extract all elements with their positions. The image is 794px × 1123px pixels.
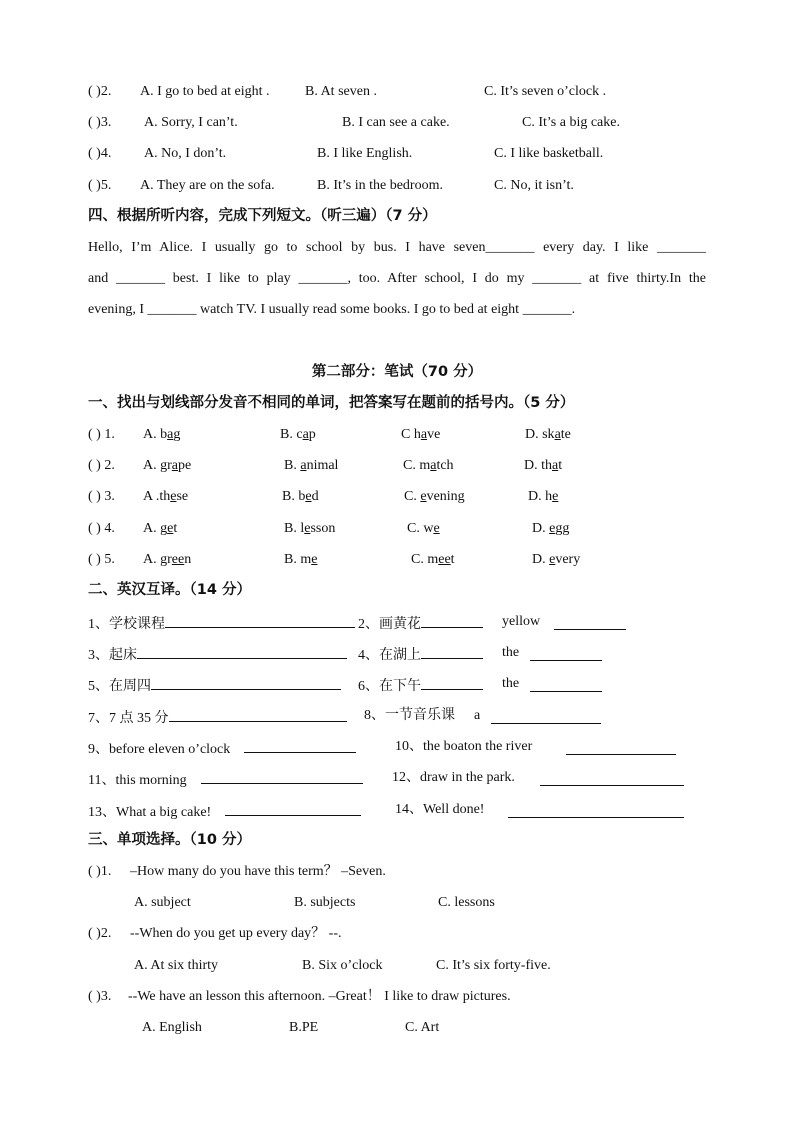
underlined-letters: a <box>171 458 178 473</box>
answer-blank <box>530 646 602 661</box>
answer-blank <box>491 709 601 724</box>
underlined-letters: e <box>549 521 556 536</box>
question-number: ( )3. <box>88 989 112 1004</box>
option-a: A. Sorry, I can’t. <box>144 115 238 130</box>
translation-item-left <box>88 707 347 728</box>
passage-line-3: evening, I _______ watch TV. I usually read some books. I go to bed at eight _______. <box>88 302 576 317</box>
translation-item-left <box>88 675 341 696</box>
word-option: D. he <box>528 489 559 504</box>
underlined-letters: a <box>300 458 307 473</box>
option-b: B. I like English. <box>317 146 413 161</box>
option-a: A. No, I don’t. <box>144 146 227 161</box>
word-option: C. evening <box>404 489 465 504</box>
translation-item-right <box>358 613 483 634</box>
word-option: B. bed <box>282 489 319 504</box>
word-option: D. that <box>524 458 563 473</box>
translation-item-left <box>88 644 347 665</box>
underlined-letters: a <box>420 427 428 442</box>
answer-blank <box>421 613 483 628</box>
option-c: C. lessons <box>438 895 495 910</box>
underlined-letters: e <box>167 521 174 536</box>
word-option: B. animal <box>284 458 339 473</box>
option-a: A. English <box>142 1020 202 1035</box>
underlined-letters: a <box>430 458 437 473</box>
item-text: 2、画黄花 <box>358 617 421 632</box>
translation-item-right <box>364 707 455 725</box>
option-a: A. I go to bed at eight . <box>140 84 270 99</box>
question-number: ( )2. <box>88 926 112 941</box>
underlined-letters: a <box>167 427 174 442</box>
word-option: A .these <box>143 489 189 504</box>
item-text: 6、在下午 <box>358 679 421 694</box>
answer-blank <box>508 803 684 818</box>
section1-title: 一、找出与划线部分发音不相同的单词，把答案写在题前的括号内。（5 分） <box>88 395 575 411</box>
passage-line-2: and _______ best. I like to play _______, too. After school, I do my _______ at five thirty.In the <box>88 271 706 286</box>
underlined-letters: a <box>552 458 559 473</box>
word-option: B. lesson <box>284 521 336 536</box>
section3-title: 三、单项选择。（10 分） <box>88 832 251 848</box>
word-option: C. meet <box>411 552 455 567</box>
underlined-letters: a <box>554 427 561 442</box>
translation-item-left <box>88 613 355 634</box>
answer-blank <box>421 675 483 690</box>
option-c: C. I like basketball. <box>494 146 604 161</box>
question-number: ( ) 4. <box>88 521 115 536</box>
word-option: A. green <box>143 552 192 567</box>
item-text: 11、this morning <box>88 773 187 788</box>
underlined-letters: e <box>304 521 311 536</box>
item-text: 1、学校课程 <box>88 617 165 632</box>
underlined-letters: e <box>311 552 318 567</box>
word-option: C have <box>401 427 441 442</box>
translation-item-right <box>392 769 515 787</box>
fixed-word: yellow <box>502 614 541 629</box>
fixed-word: the <box>502 676 520 691</box>
answer-blank <box>225 801 361 816</box>
option-c: C. No, it isn’t. <box>494 178 574 193</box>
answer-blank <box>554 615 626 630</box>
question-stem: --When do you get up every day？ --. <box>130 926 342 941</box>
item-text: 4、在湖上 <box>358 648 421 663</box>
option-a: A. subject <box>134 895 191 910</box>
translation-item-right <box>358 675 483 696</box>
question-number: ( )4. <box>88 146 112 161</box>
translation-item-right <box>358 644 483 665</box>
option-b: B.PE <box>289 1020 319 1035</box>
answer-blank <box>421 644 483 659</box>
underlined-letters: e <box>305 489 312 504</box>
part2-title: 第二部分：笔试（70 分） <box>311 364 483 380</box>
answer-blank <box>540 771 684 786</box>
option-b: B. I can see a cake. <box>342 115 450 130</box>
item-text: 7、7 点 35 分 <box>88 711 169 726</box>
option-a: A. They are on the sofa. <box>140 178 275 193</box>
item-text: 5、在周四 <box>88 679 151 694</box>
option-c: C. Art <box>405 1020 440 1035</box>
question-stem: –How many do you have this term？ –Seven. <box>130 864 386 879</box>
underlined-letters: e <box>552 489 559 504</box>
translation-item-right <box>395 738 532 756</box>
option-c: C. It’s seven o’clock . <box>484 84 607 99</box>
underlined-letters: ee <box>171 552 185 567</box>
underlined-letters: e <box>170 489 177 504</box>
option-a: A. At six thirty <box>134 958 219 973</box>
question-stem: --We have an lesson this afternoon. –Great！ I like to draw pictures. <box>128 989 511 1004</box>
underlined-letters: ee <box>438 552 451 567</box>
question-number: ( ) 2. <box>88 458 115 473</box>
underlined-letters: e <box>549 552 556 567</box>
option-c: C. It’s a big cake. <box>522 115 620 130</box>
item-text: 14、Well done! <box>395 802 485 817</box>
question-number: ( ) 1. <box>88 427 115 442</box>
answer-blank <box>530 677 602 692</box>
word-option: D. every <box>532 552 581 567</box>
question-number: ( )1. <box>88 864 112 879</box>
translation-item-left <box>88 769 363 790</box>
answer-blank <box>566 740 676 755</box>
word-option: D. egg <box>532 521 570 536</box>
word-option: B. cap <box>280 427 316 442</box>
word-option: C. we <box>407 521 440 536</box>
answer-blank <box>244 738 356 753</box>
question-number: ( )5. <box>88 178 112 193</box>
option-c: C. It’s six forty-five. <box>436 958 551 973</box>
question-number: ( ) 5. <box>88 552 115 567</box>
fixed-word: a <box>474 708 481 723</box>
word-option: A. get <box>143 521 178 536</box>
underlined-letters: e <box>433 521 440 536</box>
section2-title: 二、英汉互译。（14 分） <box>88 582 251 598</box>
underlined-letters: a <box>302 427 309 442</box>
fixed-word: the <box>502 645 520 660</box>
question-number: ( ) 3. <box>88 489 115 504</box>
word-option: D. skate <box>525 427 571 442</box>
question-number: ( )2. <box>88 84 112 99</box>
question-number: ( )3. <box>88 115 112 130</box>
word-option: A. bag <box>143 427 181 442</box>
translation-item-left <box>88 738 356 759</box>
item-text: 10、the boaton the river <box>395 739 533 754</box>
answer-blank <box>201 769 363 784</box>
word-option: A. grape <box>143 458 192 473</box>
option-b: B. subjects <box>294 895 356 910</box>
item-text: 9、before eleven o’clock <box>88 742 231 757</box>
underlined-letters: e <box>420 489 427 504</box>
item-text: 3、起床 <box>88 648 137 663</box>
item-text: 13、What a big cake! <box>88 805 212 820</box>
answer-blank <box>169 707 347 722</box>
word-option: B. me <box>284 552 318 567</box>
item-text: 8、一节音乐课 <box>364 708 455 723</box>
answer-blank <box>137 644 347 659</box>
option-b: B. It’s in the bedroom. <box>317 178 443 193</box>
translation-item-left <box>88 801 361 822</box>
section4-title: 四、根据所听内容，完成下列短文。（听三遍）（7 分） <box>88 208 437 224</box>
item-text: 12、draw in the park. <box>392 770 515 785</box>
passage-line-1: Hello, I’m Alice. I usually go to school by bus. I have seven_______ every day. I like _______ <box>88 240 706 255</box>
answer-blank <box>165 613 355 628</box>
option-b: B. Six o’clock <box>302 958 383 973</box>
answer-blank <box>151 675 341 690</box>
translation-item-right <box>395 801 484 819</box>
option-b: B. At seven . <box>305 84 377 99</box>
word-option: C. match <box>403 458 454 473</box>
